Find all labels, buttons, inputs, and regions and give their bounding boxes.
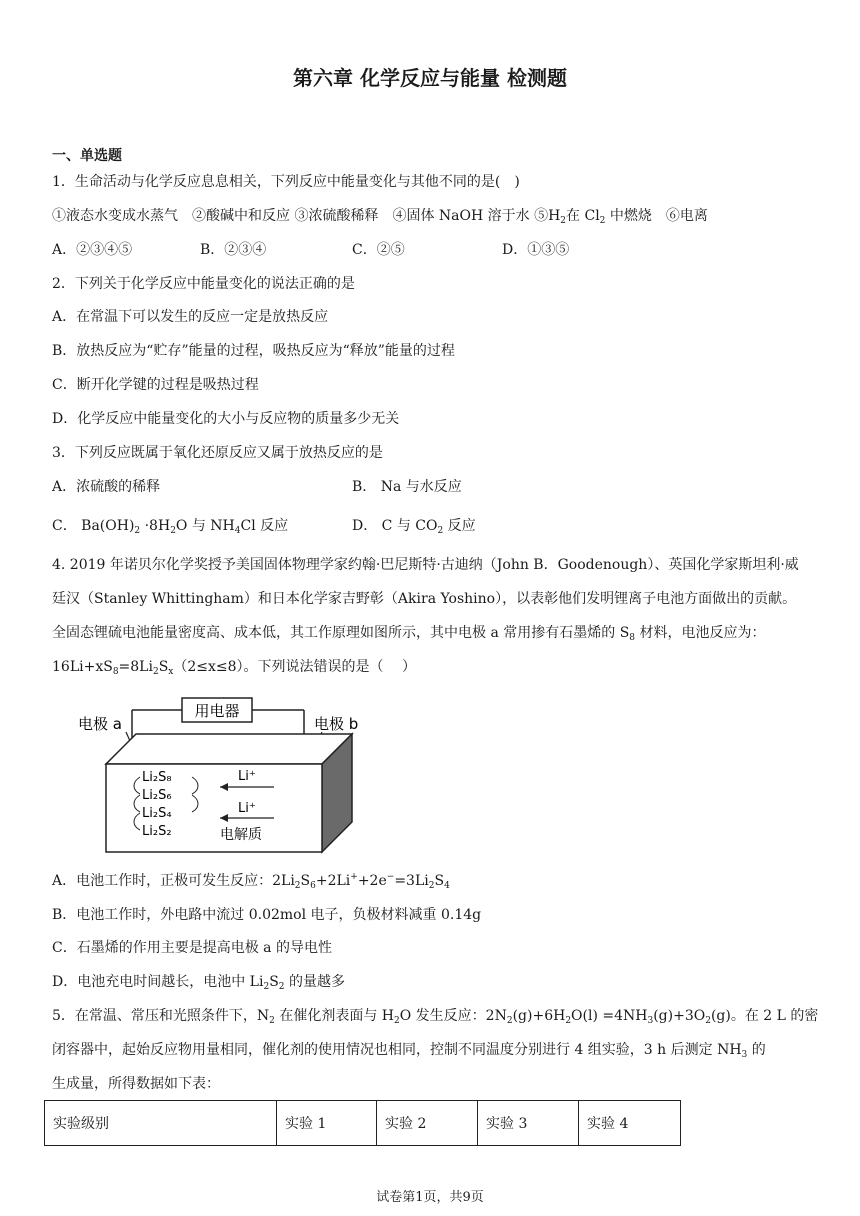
q4-line-1: 4. 2019 年诺贝尔化学奖授予美国固体物理学家约翰·巴尼斯特·古迪纳（John B．Goodenough）、英国化学家斯坦利·威 [52, 557, 799, 573]
q2-option-d: D．化学反应中能量变化的大小与反应物的质量多少无关 [52, 411, 400, 427]
q4-line-4: $16Li+xS_8=8Li_2S_x(2\le x\le 8)$。下列说法错误的是（ ） [52, 659, 416, 677]
page-title: 第六章 化学反应与能量 检测题 [293, 66, 567, 90]
species-li2s6: Li₂S₆ [142, 788, 172, 803]
species-li2s8: Li₂S₈ [142, 770, 172, 785]
q4-option-c: C．石墨烯的作用主要是提高电极 a 的导电性 [52, 940, 332, 956]
q5-line-2: 闭容器中，起始反应物用量相同，催化剂的使用情况也相同，控制不同温度分别进行 4 组实验，3 h 后测定 $NH_3$ 的 [52, 1042, 766, 1060]
battery-diagram [52, 694, 392, 856]
q3-option-d: D． C 与 $CO_2$ 反应 [352, 518, 476, 536]
q1-items: ①液态水变成水蒸气 ②酸碱中和反应 ③浓硫酸稀释 ④固体 NaOH 溶于水 $⑤H_2$在 $Cl_2$ 中燃烧 ⑥电离 [52, 208, 708, 226]
experiment-table [44, 1100, 681, 1146]
section-heading: 一、单选题 [52, 148, 122, 164]
table-row [45, 1101, 681, 1146]
table-header-cell: 实验级别 [45, 1101, 277, 1146]
q3-stem: 3．下列反应既属于氧化还原反应又属于放热反应的是 [52, 445, 383, 461]
q2-option-c: C．断开化学键的过程是吸热过程 [52, 377, 259, 393]
electrode-a-label: 电极 a [78, 715, 122, 733]
q1-option-b: B．②③④ [200, 242, 267, 258]
q4-option-b: B．电池工作时，外电路中流过 0.02mol 电子，负极材料减重 0.14g [52, 907, 482, 923]
q1-stem: 1．生命活动与化学反应息息相关，下列反应中能量变化与其他不同的是( ) [52, 174, 520, 190]
q4-option-d: D．电池充电时间越长，电池中 $Li_2S_2$ 的量越多 [52, 974, 345, 992]
q4-line-2: 廷汉（Stanley Whittingham）和日本化学家吉野彰（Akira Yoshino），以表彰他们发明锂离子电池方面做出的贡献。 [52, 591, 797, 607]
table-header-cell: 实验 3 [478, 1101, 579, 1146]
q5-line-3: 生成量，所得数据如下表： [52, 1076, 220, 1092]
q3-option-c: C． $Ba(OH)_2 \cdot 8H_2O$ 与 $NH_4Cl$ 反应 [52, 518, 289, 536]
table-header-cell: 实验 4 [579, 1101, 681, 1146]
table-header-cell: 实验 2 [377, 1101, 478, 1146]
species-li2s4: Li₂S₄ [142, 806, 172, 821]
electrolyte-label: 电解质 [220, 827, 262, 843]
q1-option-d: D．①③⑤ [502, 242, 570, 258]
page-footer: 试卷第1页，共9页 [376, 1190, 484, 1205]
q2-option-b: B．放热反应为“贮存”能量的过程，吸热反应为“释放”能量的过程 [52, 343, 455, 359]
q4-option-a: A．电池工作时，正极可发生反应：$2Li_2S_6+2Li^++2e^-=3Li_2S_4$ [52, 872, 450, 891]
cell-top-face [106, 734, 352, 764]
q1-option-a: A．②③④⑤ [52, 242, 133, 258]
table-header-cell: 实验 1 [277, 1101, 377, 1146]
q3-option-a: A．浓硫酸的稀释 [52, 479, 161, 495]
q5-line-1: 5．在常温、常压和光照条件下，$N_2$ 在催化剂表面与 $H_2O$ 发生反应：$2N_2(g)+6H_2O(l) =4NH_3(g)+3O_2(g)$。在 2 L 的密 [52, 1008, 819, 1026]
species-li2s2: Li₂S₂ [142, 824, 172, 839]
li-ion-label-2: Li⁺ [238, 801, 256, 816]
q2-stem: 2．下列关于化学反应中能量变化的说法正确的是 [52, 276, 355, 292]
q1-option-c: C．②⑤ [352, 242, 405, 258]
q3-option-b: B． Na 与水反应 [352, 479, 462, 495]
cell-front-face [106, 764, 322, 852]
device-label: 用电器 [194, 702, 240, 720]
q2-option-a: A．在常温下可以发生的反应一定是放热反应 [52, 309, 329, 325]
li-ion-label-1: Li⁺ [238, 769, 256, 784]
electrode-b-label: 电极 b [314, 715, 359, 733]
q4-line-3: 全固态锂硫电池能量密度高、成本低，其工作原理如图所示，其中电极 a 常用掺有石墨烯的 $S_8$ 材料，电池反应为： [52, 625, 766, 643]
